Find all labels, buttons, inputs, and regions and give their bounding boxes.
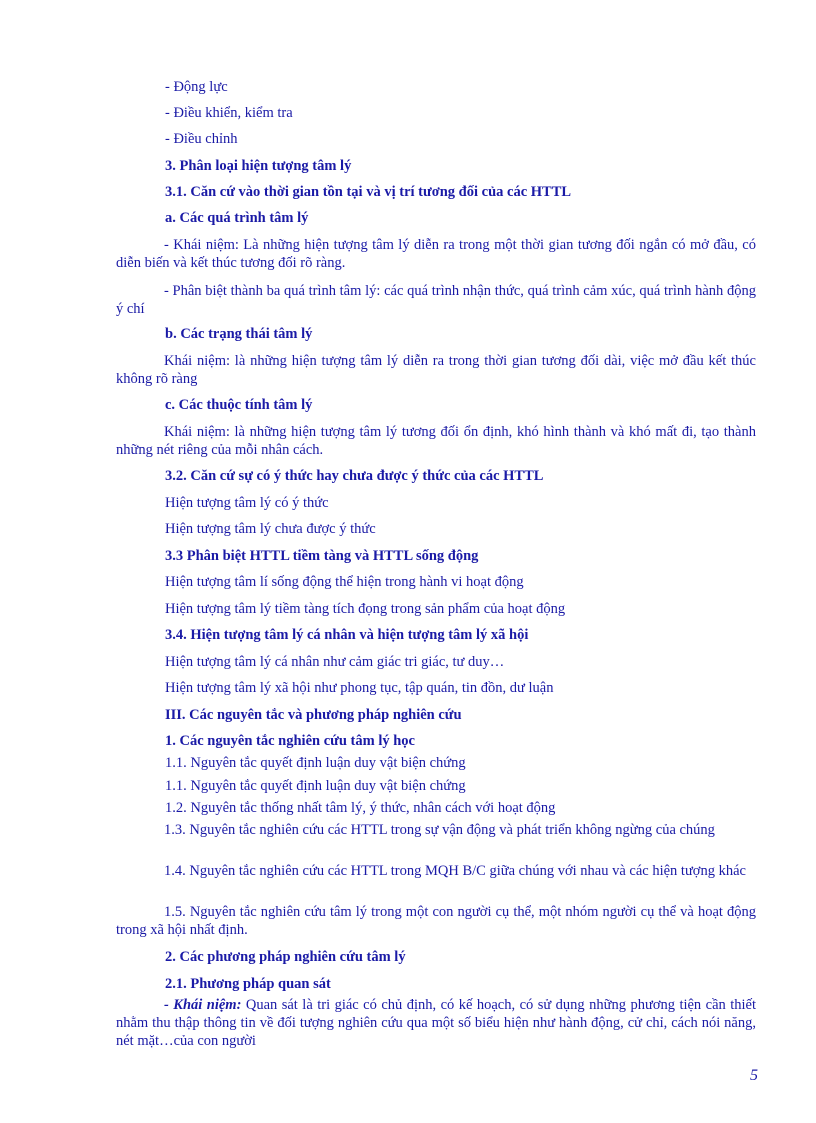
bullet-dieu-chinh: - Điều chỉnh [165,131,238,147]
line-3-4-b: Hiện tượng tâm lý xã hội như phong tục, tập quán, tin đồn, dư luận [165,680,554,696]
heading-1: 1. Các nguyên tắc nghiên cứu tâm lý học [165,733,415,749]
heading-c: c. Các thuộc tính tâm lý [165,397,313,413]
paragraph-a-2: - Phân biệt thành ba quá trình tâm lý: các quá trình nhận thức, quá trình cảm xúc, quá trình hành động ý chí [116,283,756,317]
principle-1-1-a: 1.1. Nguyên tắc quyết định luận duy vật biện chứng [165,755,466,771]
line-3-2-a: Hiện tượng tâm lý có ý thức [165,495,329,511]
heading-3-3: 3.3 Phân biệt HTTL tiềm tàng và HTTL sống động [165,548,479,564]
line-3-4-a: Hiện tượng tâm lý cá nhân như cảm giác tri giác, tư duy… [165,654,505,670]
paragraph-b: Khái niệm: là những hiện tượng tâm lý diễn ra trong thời gian tương đối dài, việc mở đầu kết thúc không rõ ràng [116,353,756,387]
bullet-dong-luc: - Động lực [165,79,228,95]
line-3-2-b: Hiện tượng tâm lý chưa được ý thức [165,521,376,537]
heading-3-1: 3.1. Căn cứ vào thời gian tồn tại và vị trí tương đối của các HTTL [165,184,572,200]
line-3-3-b: Hiện tượng tâm lý tiềm tàng tích đọng trong sản phẩm của hoạt động [165,601,566,617]
heading-b: b. Các trạng thái tâm lý [165,326,313,342]
paragraph-a-1: - Khái niệm: Là những hiện tượng tâm lý diễn ra trong một thời gian tương đối ngắn có mở đầu, có diễn biến và kết thúc tương đối rõ ràng. [116,237,756,271]
line-3-3-a: Hiện tượng tâm lí sống động thể hiện trong hành vi hoạt động [165,574,524,590]
heading-III: III. Các nguyên tắc và phương pháp nghiên cứu [165,707,462,723]
bullet-dieu-khien: - Điều khiển, kiểm tra [165,105,293,121]
heading-3-4: 3.4. Hiện tượng tâm lý cá nhân và hiện tượng tâm lý xã hội [165,627,529,643]
principle-1-5: 1.5. Nguyên tắc nghiên cứu tâm lý trong một con người cụ thể, một nhóm người cụ thể và hoạt động trong xã hội nhất định. [116,904,756,938]
paragraph-2-1: - Khái niệm: Quan sát là tri giác có chủ định, có kế hoạch, có sử dụng những phương tiện cần thiết nhằm thu thập thông tin về đối tượng nghiên cứu qua một số biểu hiện như hành động, cử chỉ, cách nói năng, nét mặt…của con người [116,997,756,1049]
heading-2-1: 2.1. Phương pháp quan sát [165,976,331,992]
heading-3: 3. Phân loại hiện tượng tâm lý [165,158,352,174]
page-number: 5 [750,1067,758,1084]
heading-3-2: 3.2. Căn cứ sự có ý thức hay chưa được ý thức của các HTTL [165,468,544,484]
principle-1-4: 1.4. Nguyên tắc nghiên cứu các HTTL trong MQH B/C giữa chúng với nhau và các hiện tượng khác [164,863,746,879]
principle-1-2: 1.2. Nguyên tắc thống nhất tâm lý, ý thức, nhân cách với hoạt động [165,800,556,816]
principle-1-3: 1.3. Nguyên tắc nghiên cứu các HTTL trong sự vận động và phát triển không ngừng của chúng [164,822,715,838]
definition-label: - Khái niệm: [164,997,242,1013]
heading-2: 2. Các phương pháp nghiên cứu tâm lý [165,949,406,965]
paragraph-c: Khái niệm: là những hiện tượng tâm lý tương đối ổn định, khó hình thành và khó mất đi, tạo thành những nét riêng của mỗi nhân cách. [116,424,756,458]
principle-1-1-b: 1.1. Nguyên tắc quyết định luận duy vật biện chứng [165,778,466,794]
heading-a: a. Các quá trình tâm lý [165,210,309,226]
